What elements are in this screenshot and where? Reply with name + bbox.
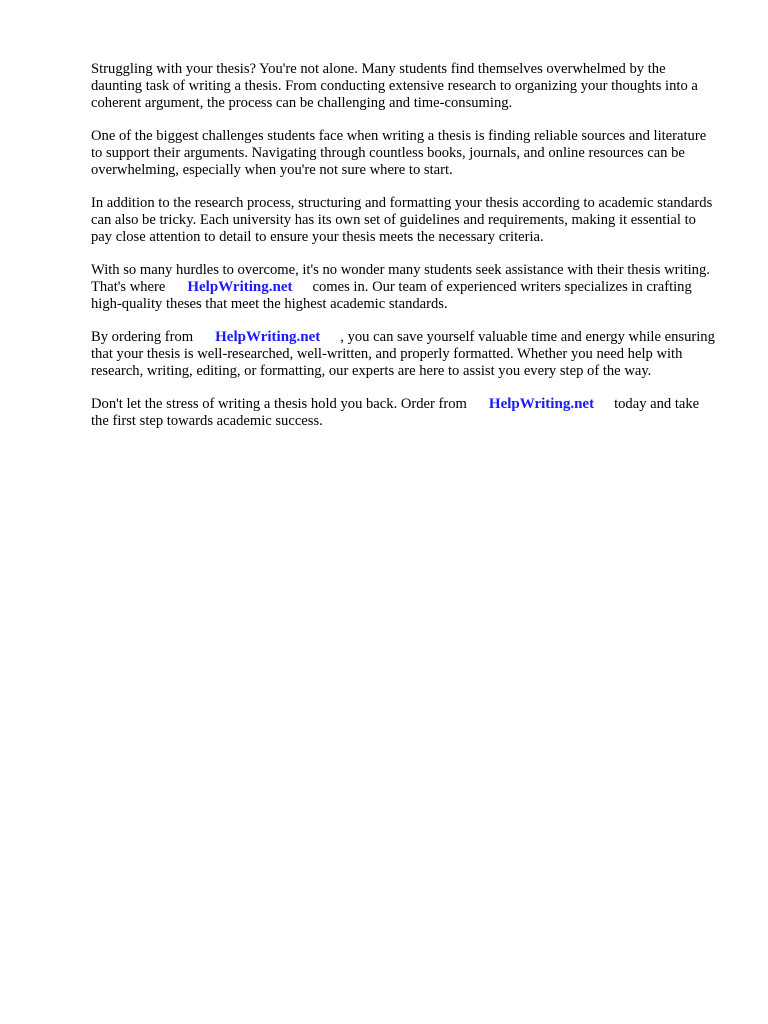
document-body — [91, 61, 719, 446]
paragraph-closing — [91, 396, 719, 430]
paragraph-assistance-text-before: With so many hurdles to overcome, it's no wonder many students seek assistance with their thesis writing. That's where — [91, 262, 710, 295]
paragraph-closing-text-before: Don't let the stress of writing a thesis hold you back. Order from — [91, 396, 467, 412]
paragraph-assistance-text-after: comes in. Our team of experienced writers specializes in crafting high-quality theses that meet the highest academic standards. — [91, 279, 692, 312]
paragraph-formatting: In addition to the research process, structuring and formatting your thesis according to academic standards can also be tricky. Each university has its own set of guidelines and requirements, making it essential to pay close attention to detail to ensure your thesis meets the necessary criteria. — [91, 195, 713, 245]
helpwriting-link[interactable]: HelpWriting.net — [187, 279, 293, 295]
paragraph-closing-text-after: today and take the first step towards academic success. — [91, 396, 700, 429]
paragraph-sources: One of the biggest challenges students face when writing a thesis is finding reliable sources and literature to support their arguments. Navigating through countless books, journals, and online resources can be overwhelming, especially when you're not sure where to start. — [91, 128, 707, 178]
paragraph-assistance — [91, 262, 719, 313]
paragraph-ordering — [91, 329, 719, 380]
paragraph-ordering-text-after: , you can save yourself valuable time and energy while ensuring that your thesis is well-researched, well-written, and properly formatted. Whether you need help with research, writing, editing, or formatting, our experts are here to assist you every step of the way. — [91, 329, 715, 379]
helpwriting-link[interactable]: HelpWriting.net — [488, 396, 595, 412]
helpwriting-link[interactable]: HelpWriting.net — [215, 329, 321, 345]
paragraph-ordering-text-before: By ordering from — [91, 329, 194, 345]
paragraph-intro: Struggling with your thesis? You're not alone. Many students find themselves overwhelmed by the daunting task of writing a thesis. From conducting extensive research to organizing your thoughts into a coherent argument, the process can be challenging and time-consuming. — [91, 61, 698, 111]
